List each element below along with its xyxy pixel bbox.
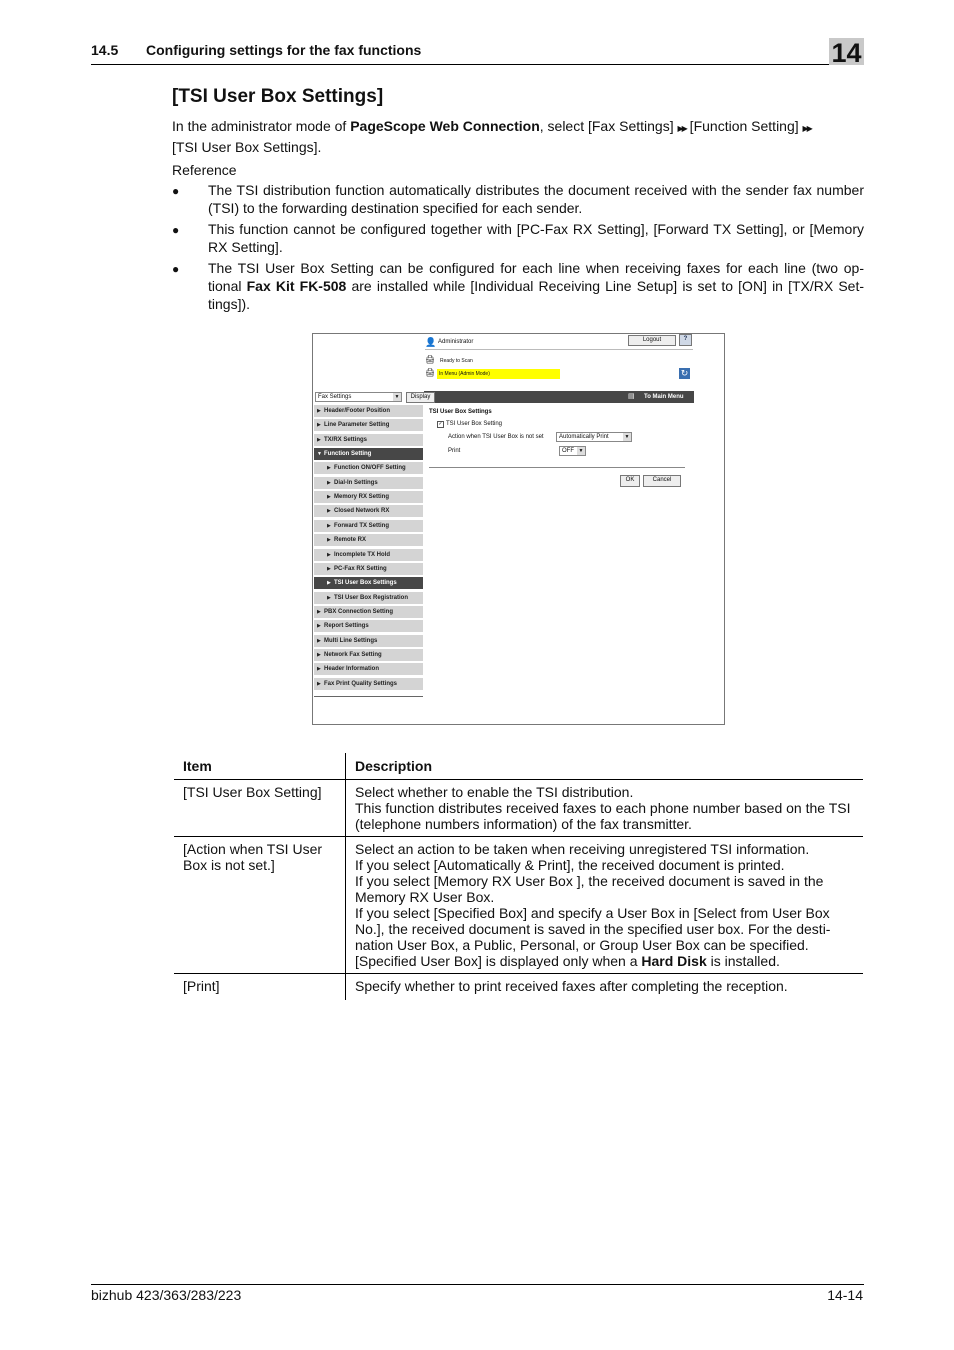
intro-text: [Function Setting] xyxy=(685,118,803,134)
triangle-right-icon: ▶ xyxy=(317,666,321,673)
row-item: [TSI User Box Setting] xyxy=(174,780,346,837)
tsi-checkbox[interactable]: ✓ xyxy=(438,421,443,427)
triangle-right-icon: ▶ xyxy=(327,594,331,601)
intro-text: , select [Fax Settings] xyxy=(539,118,678,134)
intro-paragraph xyxy=(172,117,862,156)
triangle-right-icon: ▶ xyxy=(317,623,321,630)
sidebar-item-label: Forward TX Setting xyxy=(334,522,390,529)
section-title: Configuring settings for the fax functions xyxy=(146,42,422,58)
sidebar-item[interactable] xyxy=(314,534,423,546)
description-text: is installed. xyxy=(706,953,780,969)
chevron-down-icon: ▼ xyxy=(624,434,630,440)
checkbox-label: TSI User Box Setting xyxy=(446,421,503,427)
sidebar-item-label: PBX Connection Setting xyxy=(324,608,393,615)
triangle-right-icon: ▶ xyxy=(327,494,331,501)
logout-button[interactable]: Logout xyxy=(628,335,676,346)
ok-button[interactable]: OK xyxy=(620,475,640,487)
category-select-value: Fax Settings xyxy=(318,394,352,400)
triangle-right-icon: ▶ xyxy=(327,580,331,587)
sidebar-item-label: Line Parameter Setting xyxy=(324,422,390,429)
sidebar-item-label: Header/Footer Position xyxy=(324,408,391,414)
table-row xyxy=(174,780,863,837)
sidebar-item-label: Closed Network RX xyxy=(334,508,390,515)
triangle-right-icon: ▶ xyxy=(327,508,331,515)
sidebar-item-label: Report Settings xyxy=(324,623,369,630)
triangle-right-icon: ▶ xyxy=(327,465,331,472)
settings-table xyxy=(174,753,863,1000)
section-number: 14.5 xyxy=(91,42,119,58)
sidebar-item[interactable] xyxy=(314,419,423,431)
display-button[interactable]: Display xyxy=(406,392,435,403)
printer-icon: 🖨 xyxy=(425,368,436,377)
sidebar-item[interactable] xyxy=(314,448,423,460)
print-select[interactable] xyxy=(559,446,586,456)
action-select-value: Automatically Print xyxy=(559,434,609,440)
bullet-bold: Fax Kit FK-508 xyxy=(246,278,347,294)
page-title: [TSI User Box Settings] xyxy=(172,86,384,107)
triangle-down-icon: ▼ xyxy=(317,451,322,458)
header-divider xyxy=(425,349,693,350)
intro-bold: PageScope Web Connection xyxy=(350,118,540,134)
chevron-down-icon: ▼ xyxy=(578,448,584,454)
bullet-text xyxy=(208,259,864,313)
sidebar-item[interactable] xyxy=(314,434,423,446)
sidebar-item-label: Multi Line Settings xyxy=(324,637,378,644)
web-connection-screenshot xyxy=(312,333,725,725)
triangle-right-icon: ▶ xyxy=(327,537,331,544)
admin-label: Administrator xyxy=(438,339,474,345)
sidebar-item-label: Dial-In Settings xyxy=(334,479,378,486)
sidebar-item-label: Function ON/OFF Setting xyxy=(334,465,406,472)
triangle-right-icon: ▶ xyxy=(317,408,321,414)
action-select[interactable] xyxy=(556,432,632,442)
printer-icon: 🖨 xyxy=(425,355,436,364)
sidebar-item-label: Network Fax Setting xyxy=(324,651,382,658)
triangle-right-icon: ▶ xyxy=(327,522,331,529)
sidebar-item-label: PC-Fax RX Setting xyxy=(334,565,387,572)
bullet-icon: ● xyxy=(172,184,180,198)
sidebar-item[interactable] xyxy=(314,592,423,604)
double-arrow-icon: ▶▶ xyxy=(677,124,686,133)
sidebar-item[interactable] xyxy=(314,606,423,618)
sidebar-bottom-rule xyxy=(314,696,423,697)
triangle-right-icon: ▶ xyxy=(317,651,321,658)
main-menu-icon: ▤ xyxy=(628,393,635,400)
intro-text: In the administrator mode of xyxy=(172,118,351,134)
sidebar-item[interactable] xyxy=(314,462,423,474)
status-mode: In Menu (Admin Mode) xyxy=(439,371,490,377)
description-line: Select whether to enable the TSI distribution. xyxy=(355,784,634,800)
table-row xyxy=(174,837,863,974)
panel-divider xyxy=(429,467,685,468)
sidebar-item[interactable] xyxy=(314,477,423,489)
description-line: If you select [Memory RX User Box ], the received document is saved in the Memory RX User Box. xyxy=(355,873,824,905)
sidebar-item[interactable] xyxy=(314,520,423,532)
double-arrow-icon: ▶▶ xyxy=(802,124,811,133)
row-item: [Print] xyxy=(174,974,346,1001)
sidebar-item-label: TX/RX Settings xyxy=(324,436,368,443)
triangle-right-icon: ▶ xyxy=(317,422,321,429)
triangle-right-icon: ▶ xyxy=(327,565,331,572)
sidebar-item-label: Function Setting xyxy=(324,451,372,458)
footer-model: bizhub 423/363/283/223 xyxy=(91,1287,242,1303)
row-description xyxy=(346,837,864,974)
sidebar-item-label: Memory RX Setting xyxy=(334,494,390,501)
footer-rule xyxy=(91,1284,864,1285)
triangle-right-icon: ▶ xyxy=(317,680,321,687)
header-rule xyxy=(91,64,864,65)
description-line xyxy=(355,953,854,969)
sidebar-item-label: Incomplete TX Hold xyxy=(334,551,391,558)
help-icon[interactable]: ? xyxy=(679,334,692,346)
admin-icon: 👤 xyxy=(425,337,437,347)
status-ready: Ready to Scan xyxy=(440,358,473,364)
sidebar-item[interactable] xyxy=(314,620,423,632)
triangle-right-icon: ▶ xyxy=(327,479,331,486)
sidebar-item[interactable] xyxy=(314,635,423,647)
table-header-row xyxy=(174,753,863,780)
triangle-right-icon: ▶ xyxy=(327,551,331,558)
sidebar-item-label: Remote RX xyxy=(334,537,367,544)
sidebar-item-label: Header Information xyxy=(324,666,380,673)
triangle-right-icon: ▶ xyxy=(317,637,321,644)
triangle-right-icon: ▶ xyxy=(317,608,321,615)
sidebar-item[interactable] xyxy=(314,405,423,417)
sidebar-item[interactable] xyxy=(314,663,423,675)
bullet-text-part: are installed while [Individual Receiving Line Setup] is set to [ON] in [TX/RX Set-tings]). xyxy=(208,278,865,312)
to-main-menu-link[interactable]: To Main Menu xyxy=(644,394,684,400)
description-line: If you select [Automatically & Print], the received document is printed. xyxy=(355,857,785,873)
description-text: [Specified User Box] is displayed only when a xyxy=(355,953,642,969)
row-item: [Action when TSI User Box is not set.] xyxy=(174,837,346,974)
chevron-down-icon: ▼ xyxy=(394,394,400,400)
description-line: If you select [Specified Box] and specify a User Box in [Select from User Box No.], the received document is saved in the specified user box. For the desti-nation User Box, a Public, Personal, or Group User Box can be specified. xyxy=(355,905,831,953)
description-line: Specify whether to print received faxes after completing the reception. xyxy=(355,978,788,994)
chapter-badge: 14 xyxy=(829,38,864,65)
sidebar-item-label: TSI User Box Settings xyxy=(334,580,397,587)
sidebar-item[interactable] xyxy=(314,577,423,589)
bullet-text: This function cannot be configured together with [PC-Fax RX Setting], [Forward TX Setting], or [Memory RX Setting]. xyxy=(208,221,864,255)
bullet-text: The TSI distribution function automatically distributes the document received with the sender fax number (TSI) to the forwarding destination specified for each sender. xyxy=(208,182,864,216)
print-select-value: OFF xyxy=(562,448,574,454)
sidebar-item[interactable] xyxy=(314,563,423,575)
description-line: Select an action to be taken when receiving unregistered TSI information. xyxy=(355,841,810,857)
sidebar-item[interactable] xyxy=(314,505,423,517)
triangle-right-icon: ▶ xyxy=(317,436,321,443)
column-header-description: Description xyxy=(355,758,433,774)
description-bold: Hard Disk xyxy=(641,953,707,969)
refresh-icon[interactable]: ↻ xyxy=(680,368,689,378)
print-label: Print xyxy=(448,448,461,454)
bullet-icon: ● xyxy=(172,223,180,237)
bullet-text-part: The TSI User Box Setting can be configured for each line when receiving faxes for each line (two op-tional xyxy=(208,260,864,294)
category-select[interactable] xyxy=(315,392,402,402)
table-row xyxy=(174,974,863,1001)
bullet-icon: ● xyxy=(172,262,180,276)
row-description xyxy=(346,974,864,1001)
sidebar-item[interactable] xyxy=(314,549,423,561)
row-description xyxy=(346,780,864,837)
panel-title: TSI User Box Settings xyxy=(429,409,492,415)
description-line: This function distributes received faxes to each phone number based on the TSI (telephone numbers information) of the fax transmitter. xyxy=(355,800,851,832)
action-label: Action when TSI User Box is not set xyxy=(448,434,544,440)
sidebar-item-label: Fax Print Quality Settings xyxy=(324,680,398,687)
column-header-item: Item xyxy=(174,753,346,780)
sidebar-item-label: TSI User Box Registration xyxy=(334,594,409,601)
footer-page-number: 14-14 xyxy=(827,1287,863,1303)
sidebar-item[interactable] xyxy=(314,678,423,690)
intro-text: [TSI User Box Settings]. xyxy=(172,139,322,155)
cancel-button[interactable]: Cancel xyxy=(643,475,681,487)
reference-label: Reference xyxy=(172,162,237,178)
sidebar-item[interactable] xyxy=(314,649,423,661)
sidebar-item[interactable] xyxy=(314,491,423,503)
